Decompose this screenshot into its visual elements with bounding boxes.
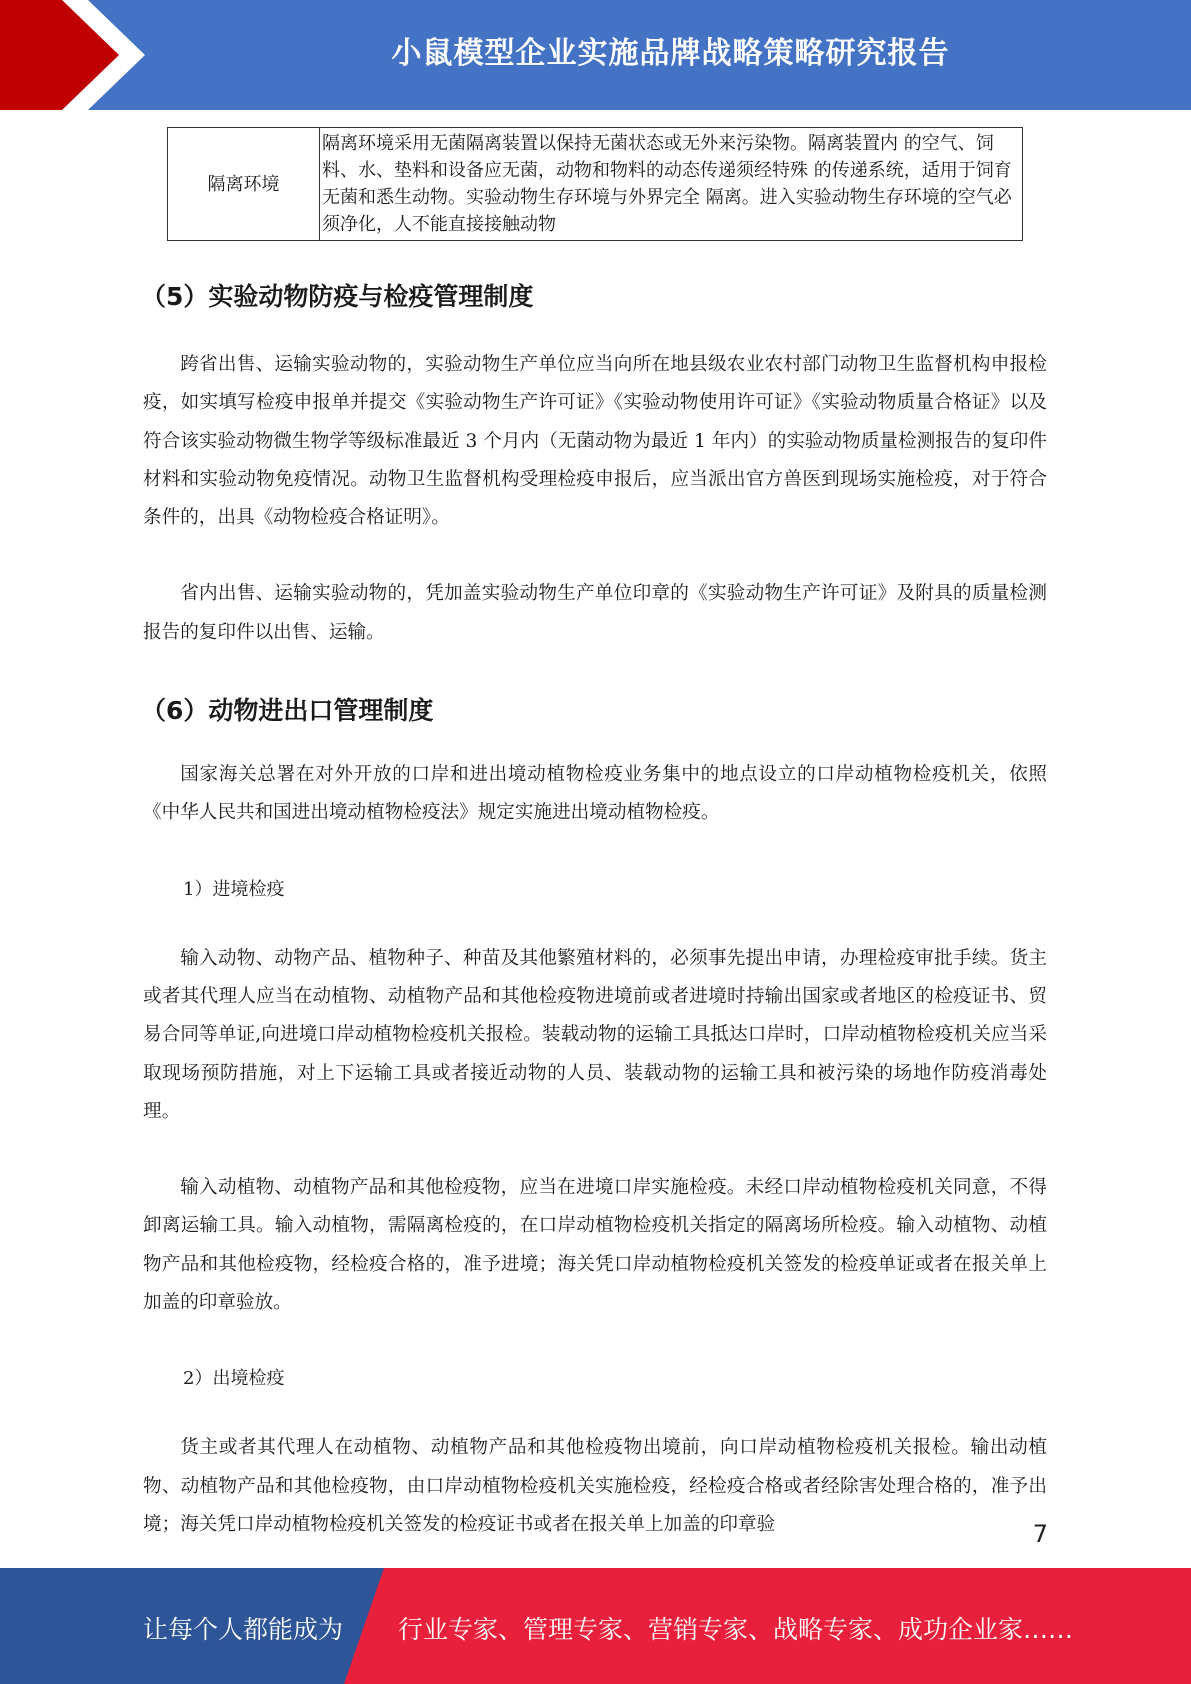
page-number: 7 [1032,1520,1048,1548]
paragraph: 输入动植物、动植物产品和其他检疫物，应当在进境口岸实施检疫。未经口岸动植物检疫机关同意，不得卸离运输工具。输入动植物，需隔离检疫的，在口岸动植物检疫机关指定的隔离场所检疫。输入动植物、动植物产品和其他检疫物，经检疫合格的，准予进境；海关凭口岸动植物检疫机关签发的检疫单证或者在报关单上加盖的印章验放。 [143,1177,1047,1314]
report-title: 小鼠模型企业实施品牌战略策略研究报告 [391,36,950,71]
paragraph: 国家海关总署在对外开放的口岸和进出境动植物检疫业务集中的地点设立的口岸动植物检疫机关，依照《中华人民共和国进出境动植物检疫法》规定实施进出境动植物检疫。 [143,764,1047,824]
footer-slogan-right: 行业专家、管理专家、营销专家、战略专家、成功企业家…… [398,1615,1074,1644]
table-row [168,128,1023,241]
subsection-label: 1）进境检疫 [183,878,285,900]
paragraph: 省内出售、运输实验动物的，凭加盖实验动物生产单位印章的《实验动物生产许可证》及附具的质量检测报告的复印件以出售、运输。 [143,583,1047,643]
table-cell-description: 隔离环境采用无菌隔离装置以保持无菌状态或无外来污染物。隔离装置内 的空气、饲料、水、垫料和设备应无菌，动物和物料的动态传递须经特殊 的传递系统，适用于饲育无菌和悉生动物。实验动物生存环境与外界完全 隔离。进入实验动物生存环境的空气必须净化，人不能直接接触动物 [320,128,1023,241]
paragraph: 跨省出售、运输实验动物的，实验动物生产单位应当向所在地县级农业农村部门动物卫生监督机构申报检疫，如实填写检疫申报单并提交《实验动物生产许可证》《实验动物使用许可证》《实验动物质量合格证》以及符合该实验动物微生物学等级标准最近 3 个月内（无菌动物为最近 1 年内）的实验动物质量检测报告的复印件材料和实验动物免疫情况。动物卫生监督机构受理检疫申报后，应当派出官方兽医到现场实施检疫，对于符合条件的，出具《动物检疫合格证明》。 [143,354,1047,529]
environment-table [167,127,1023,241]
section-heading: （5）实验动物防疫与检疫管理制度 [141,282,534,311]
footer-slogan-left: 让每个人都能成为 [143,1615,344,1644]
page-header [0,0,1191,110]
paragraph: 货主或者其代理人在动植物、动植物产品和其他检疫物出境前，向口岸动植物检疫机关报检。输出动植物、动植物产品和其他检疫物，由口岸动植物检疫机关实施检疫，经检疫合格或者经除害处理合格的，准予出境；海关凭口岸动植物检疫机关签发的检疫证书或者在报关单上加盖的印章验 [143,1437,1047,1535]
section-heading: （6）动物进出口管理制度 [141,696,434,726]
page-footer [0,1568,1191,1684]
paragraph: 输入动物、动物产品、植物种子、种苗及其他繁殖材料的，必须事先提出申请，办理检疫审批手续。货主或者其代理人应当在动植物、动植物产品和其他检疫物进境前或者进境时持输出国家或者地区的检疫证书、贸易合同等单证,向进境口岸动植物检疫机关报检。装载动物的运输工具抵达口岸时，口岸动植物检疫机关应当采取现场预防措施，对上下运输工具或者接近动物的人员、装载动物的运输工具和被污染的场地作防疫消毒处理。 [143,947,1047,1122]
subsection-label: 2）出境检疫 [183,1368,285,1390]
table-cell-label: 隔离环境 [168,128,320,241]
page-content [143,268,1047,1582]
